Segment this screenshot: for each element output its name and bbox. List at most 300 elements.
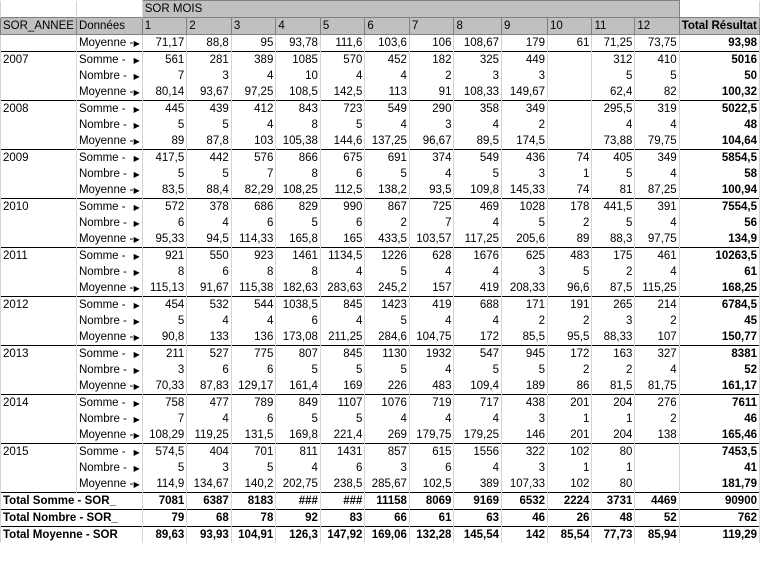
- value-cell: 108,29: [142, 427, 187, 444]
- value-cell: 208,33: [502, 280, 548, 297]
- value-cell: 628: [409, 248, 454, 265]
- data-field-cell[interactable]: [76, 313, 142, 329]
- total-value-cell: 169,06: [365, 527, 410, 544]
- total-value-cell: 11158: [365, 493, 410, 510]
- data-field-cell[interactable]: [76, 378, 142, 395]
- row-total-cell: 6784,5: [679, 297, 759, 314]
- value-cell: 3: [454, 68, 502, 84]
- value-cell: 105,38: [276, 133, 321, 150]
- data-field-cell[interactable]: [76, 411, 142, 427]
- value-cell: 146: [502, 427, 548, 444]
- value-cell: 5: [276, 411, 321, 427]
- expand-arrow-icon[interactable]: ▶: [133, 185, 140, 195]
- value-cell: 574,5: [142, 444, 187, 461]
- expand-arrow-icon[interactable]: ▶: [133, 332, 140, 342]
- value-cell: 5: [142, 166, 187, 182]
- value-cell: 1431: [320, 444, 365, 461]
- grand-total-cell: 90900: [679, 493, 759, 510]
- value-cell: 1461: [276, 248, 321, 265]
- value-cell: 3: [409, 117, 454, 133]
- month-header: 2: [187, 18, 232, 35]
- expand-arrow-icon[interactable]: ▶: [133, 463, 140, 473]
- value-cell: 5: [548, 264, 592, 280]
- data-field-label: Somme -: [78, 445, 126, 458]
- value-cell: 419: [409, 297, 454, 314]
- value-cell: 5: [592, 68, 635, 84]
- value-cell: 1: [592, 411, 635, 427]
- value-cell: 1423: [365, 297, 410, 314]
- value-cell: 88,8: [187, 35, 232, 52]
- value-cell: 4: [187, 313, 232, 329]
- value-cell: 4: [454, 460, 502, 476]
- value-cell: 3: [502, 166, 548, 182]
- expand-arrow-icon[interactable]: ▶: [133, 169, 140, 179]
- value-cell: 182: [409, 52, 454, 69]
- value-cell: 88,4: [187, 182, 232, 199]
- data-field-button[interactable]: Données: [76, 18, 142, 35]
- total-value-cell: 79: [142, 510, 187, 527]
- table-row: [1, 133, 760, 150]
- value-cell: 93,67: [187, 84, 232, 101]
- total-value-cell: 85,94: [635, 527, 679, 544]
- value-cell: 3: [142, 362, 187, 378]
- table-row: [1, 35, 760, 52]
- total-value-cell: 66: [365, 510, 410, 527]
- data-field-cell[interactable]: [76, 231, 142, 248]
- value-cell: 1038,5: [276, 297, 321, 314]
- value-cell: 80: [592, 476, 635, 493]
- value-cell: 157: [409, 280, 454, 297]
- value-cell: 140,2: [231, 476, 276, 493]
- value-cell: 349: [502, 101, 548, 118]
- blank-cell: [1, 427, 77, 444]
- value-cell: [635, 460, 679, 476]
- value-cell: 811: [276, 444, 321, 461]
- expand-arrow-icon[interactable]: ▶: [133, 398, 140, 408]
- value-cell: 2: [592, 362, 635, 378]
- row-total-cell: 50: [679, 68, 759, 84]
- total-value-cell: 4469: [635, 493, 679, 510]
- value-cell: 112,5: [320, 182, 365, 199]
- value-cell: 867: [365, 199, 410, 216]
- value-cell: 4: [276, 460, 321, 476]
- value-cell: 169: [320, 378, 365, 395]
- table-row: [1, 313, 760, 329]
- grand-total-label: Total Moyenne - SOR: [1, 527, 143, 544]
- expand-arrow-icon[interactable]: ▶: [133, 447, 140, 457]
- value-cell: 145,33: [502, 182, 548, 199]
- grand-total-label: Total Nombre - SOR_: [1, 510, 143, 527]
- value-cell: 6: [231, 215, 276, 231]
- data-field-label: Somme -: [78, 102, 126, 115]
- data-field-cell[interactable]: [76, 280, 142, 297]
- value-cell: 5: [454, 362, 502, 378]
- row-total-cell: 8381: [679, 346, 759, 363]
- value-cell: 4: [365, 117, 410, 133]
- value-cell: 161,4: [276, 378, 321, 395]
- value-cell: 719: [409, 395, 454, 412]
- value-cell: 4: [320, 68, 365, 84]
- value-cell: 269: [365, 427, 410, 444]
- row-total-cell: 5022,5: [679, 101, 759, 118]
- data-field-cell[interactable]: [76, 476, 142, 493]
- total-value-cell: 61: [409, 510, 454, 527]
- value-cell: 138: [635, 427, 679, 444]
- value-cell: 174,5: [502, 133, 548, 150]
- row-total-cell: 93,98: [679, 35, 759, 52]
- expand-arrow-icon[interactable]: ▶: [133, 87, 140, 97]
- value-cell: [635, 444, 679, 461]
- value-cell: 7: [142, 411, 187, 427]
- value-cell: 561: [142, 52, 187, 69]
- data-field-cell[interactable]: [76, 182, 142, 199]
- value-cell: 319: [635, 101, 679, 118]
- data-field-label: Nombre -: [78, 265, 127, 278]
- value-cell: [548, 52, 592, 69]
- data-field-cell[interactable]: [76, 35, 142, 52]
- expand-arrow-icon[interactable]: ▶: [133, 202, 140, 212]
- value-cell: 442: [187, 150, 232, 167]
- value-cell: 95,5: [548, 329, 592, 346]
- expand-arrow-icon[interactable]: ▶: [133, 381, 140, 391]
- value-cell: 5: [142, 313, 187, 329]
- value-cell: 214: [635, 297, 679, 314]
- value-cell: 572: [142, 199, 187, 216]
- total-value-cell: 147,92: [320, 527, 365, 544]
- row-total-cell: 46: [679, 411, 759, 427]
- data-field-label: Moyenne -: [78, 183, 134, 196]
- value-cell: [548, 101, 592, 118]
- value-cell: 5: [502, 362, 548, 378]
- value-cell: 81,75: [635, 378, 679, 395]
- data-field-cell[interactable]: [76, 427, 142, 444]
- value-cell: 115,13: [142, 280, 187, 297]
- data-field-cell[interactable]: [76, 101, 142, 118]
- value-cell: 138,2: [365, 182, 410, 199]
- value-cell: 1107: [320, 395, 365, 412]
- value-cell: 179: [502, 35, 548, 52]
- value-cell: 179,25: [454, 427, 502, 444]
- value-cell: 114,9: [142, 476, 187, 493]
- value-cell: 221,4: [320, 427, 365, 444]
- table-row: [1, 427, 760, 444]
- blank-cell: [1, 166, 77, 182]
- header-row-fields: [1, 1, 760, 18]
- total-value-cell: 9169: [454, 493, 502, 510]
- value-cell: [548, 117, 592, 133]
- data-field-cell[interactable]: [76, 52, 142, 69]
- value-cell: 86: [548, 378, 592, 395]
- expand-arrow-icon[interactable]: ▶: [133, 153, 140, 163]
- value-cell: 419: [454, 280, 502, 297]
- blank-cell: [1, 117, 77, 133]
- value-cell: 843: [276, 101, 321, 118]
- data-field-cell[interactable]: [76, 199, 142, 216]
- value-cell: 549: [365, 101, 410, 118]
- value-cell: 70,33: [142, 378, 187, 395]
- value-cell: 102: [548, 444, 592, 461]
- value-cell: 88,3: [592, 231, 635, 248]
- data-field-cell[interactable]: [76, 395, 142, 412]
- value-cell: 10: [276, 68, 321, 84]
- value-cell: 5: [142, 460, 187, 476]
- grand-total-cell: 119,29: [679, 527, 759, 544]
- value-cell: 8: [276, 166, 321, 182]
- data-field-cell[interactable]: [76, 166, 142, 182]
- total-value-cell: 78: [231, 510, 276, 527]
- value-cell: 96,67: [409, 133, 454, 150]
- year-label: 2015: [1, 444, 77, 461]
- value-cell: 5: [365, 313, 410, 329]
- data-field-label: Somme -: [78, 151, 126, 164]
- column-field-button[interactable]: SOR MOIS: [142, 1, 679, 18]
- value-cell: 137,25: [365, 133, 410, 150]
- value-cell: 438: [502, 395, 548, 412]
- data-field-label: Moyenne -: [78, 85, 134, 98]
- table-row: [1, 101, 760, 118]
- expand-arrow-icon[interactable]: ▶: [133, 71, 140, 81]
- value-cell: 102,5: [409, 476, 454, 493]
- total-value-cell: 68: [187, 510, 232, 527]
- value-cell: 990: [320, 199, 365, 216]
- row-total-cell: 7554,5: [679, 199, 759, 216]
- grand-total-row: [1, 527, 760, 544]
- value-cell: 5: [320, 362, 365, 378]
- value-cell: 325: [454, 52, 502, 69]
- value-cell: 4: [409, 362, 454, 378]
- data-field-label: Moyenne -: [78, 379, 134, 392]
- expand-arrow-icon[interactable]: ▶: [133, 479, 140, 489]
- value-cell: 82,29: [231, 182, 276, 199]
- table-row: [1, 378, 760, 395]
- expand-arrow-icon[interactable]: ▶: [133, 283, 140, 293]
- value-cell: 857: [365, 444, 410, 461]
- value-cell: 88,33: [592, 329, 635, 346]
- row-total-cell: 5854,5: [679, 150, 759, 167]
- value-cell: 136: [231, 329, 276, 346]
- month-header: 5: [320, 18, 365, 35]
- data-field-label: Nombre -: [78, 118, 127, 131]
- value-cell: 4: [635, 215, 679, 231]
- value-cell: 94,5: [187, 231, 232, 248]
- data-field-label: Moyenne -: [78, 134, 134, 147]
- value-cell: 108,33: [454, 84, 502, 101]
- row-total-cell: 48: [679, 117, 759, 133]
- value-cell: 358: [454, 101, 502, 118]
- data-field-cell[interactable]: [76, 117, 142, 133]
- table-row: [1, 476, 760, 493]
- value-cell: 845: [320, 346, 365, 363]
- value-cell: 433,5: [365, 231, 410, 248]
- value-cell: 5: [592, 166, 635, 182]
- value-cell: 80,14: [142, 84, 187, 101]
- value-cell: 115,38: [231, 280, 276, 297]
- value-cell: 1: [548, 411, 592, 427]
- table-row: [1, 329, 760, 346]
- expand-arrow-icon[interactable]: ▶: [133, 55, 140, 65]
- value-cell: 211: [142, 346, 187, 363]
- expand-arrow-icon[interactable]: ▶: [133, 251, 140, 261]
- blank-cell: [76, 1, 142, 18]
- value-cell: 284,6: [365, 329, 410, 346]
- expand-arrow-icon[interactable]: ▶: [133, 430, 140, 440]
- data-field-cell[interactable]: [76, 264, 142, 280]
- data-field-label: Moyenne -: [78, 330, 134, 343]
- value-cell: 81: [592, 182, 635, 199]
- table-row: [1, 68, 760, 84]
- grand-total-row: [1, 493, 760, 510]
- value-cell: 245,2: [365, 280, 410, 297]
- value-cell: 5: [276, 362, 321, 378]
- data-field-cell[interactable]: [76, 444, 142, 461]
- expand-arrow-icon[interactable]: ▶: [133, 300, 140, 310]
- value-cell: 265: [592, 297, 635, 314]
- data-field-cell[interactable]: [76, 150, 142, 167]
- data-field-label: Nombre -: [78, 314, 127, 327]
- value-cell: [635, 476, 679, 493]
- table-row: [1, 231, 760, 248]
- data-field-cell[interactable]: [76, 68, 142, 84]
- value-cell: 615: [409, 444, 454, 461]
- table-row: [1, 297, 760, 314]
- data-field-label: Nombre -: [78, 216, 127, 229]
- value-cell: 1134,5: [320, 248, 365, 265]
- data-field-cell[interactable]: [76, 329, 142, 346]
- expand-arrow-icon[interactable]: ▶: [133, 349, 140, 359]
- value-cell: 71,17: [142, 35, 187, 52]
- value-cell: 283,63: [320, 280, 365, 297]
- value-cell: 107,33: [502, 476, 548, 493]
- value-cell: 1226: [365, 248, 410, 265]
- data-field-cell[interactable]: [76, 84, 142, 101]
- expand-arrow-icon[interactable]: ▶: [133, 316, 140, 326]
- value-cell: 129,17: [231, 378, 276, 395]
- value-cell: 477: [187, 395, 232, 412]
- value-cell: 104,75: [409, 329, 454, 346]
- value-cell: 570: [320, 52, 365, 69]
- value-cell: 1130: [365, 346, 410, 363]
- month-header: 12: [635, 18, 679, 35]
- value-cell: 89: [548, 231, 592, 248]
- table-row: [1, 460, 760, 476]
- value-cell: 7: [142, 68, 187, 84]
- value-cell: 281: [187, 52, 232, 69]
- value-cell: 189: [502, 378, 548, 395]
- value-cell: 4: [231, 68, 276, 84]
- value-cell: 6: [320, 460, 365, 476]
- blank-cell: [1, 182, 77, 199]
- value-cell: 483: [409, 378, 454, 395]
- row-total-cell: 104,64: [679, 133, 759, 150]
- value-cell: 133: [187, 329, 232, 346]
- total-value-cell: ###: [320, 493, 365, 510]
- value-cell: [548, 84, 592, 101]
- value-cell: 547: [454, 346, 502, 363]
- value-cell: 295,5: [592, 101, 635, 118]
- data-field-cell[interactable]: [76, 346, 142, 363]
- value-cell: 201: [548, 427, 592, 444]
- data-field-cell[interactable]: [76, 248, 142, 265]
- value-cell: 5: [365, 264, 410, 280]
- value-cell: 109,8: [454, 182, 502, 199]
- month-header: 4: [276, 18, 321, 35]
- year-label: 2010: [1, 199, 77, 216]
- value-cell: 389: [454, 476, 502, 493]
- value-cell: 923: [231, 248, 276, 265]
- data-field-cell[interactable]: [76, 362, 142, 378]
- data-field-cell[interactable]: [76, 215, 142, 231]
- value-cell: 469: [454, 199, 502, 216]
- value-cell: 5: [502, 215, 548, 231]
- header-row-months: [1, 18, 760, 35]
- total-value-cell: 7081: [142, 493, 187, 510]
- value-cell: 410: [635, 52, 679, 69]
- total-value-cell: 8183: [231, 493, 276, 510]
- data-field-cell[interactable]: [76, 460, 142, 476]
- value-cell: 74: [548, 150, 592, 167]
- row-total-cell: 150,77: [679, 329, 759, 346]
- total-value-cell: 6387: [187, 493, 232, 510]
- expand-arrow-icon[interactable]: ▶: [133, 38, 140, 48]
- table-row: [1, 117, 760, 133]
- row-field-button[interactable]: SOR_ANNEE: [1, 18, 77, 35]
- blank-cell: [1, 68, 77, 84]
- value-cell: 4: [320, 264, 365, 280]
- value-cell: 111,6: [320, 35, 365, 52]
- expand-arrow-icon[interactable]: ▶: [133, 104, 140, 114]
- expand-arrow-icon[interactable]: ▶: [133, 218, 140, 228]
- value-cell: 142,5: [320, 84, 365, 101]
- value-cell: 3: [592, 313, 635, 329]
- expand-arrow-icon[interactable]: ▶: [133, 267, 140, 277]
- value-cell: 6: [142, 215, 187, 231]
- value-cell: 312: [592, 52, 635, 69]
- year-label: 2014: [1, 395, 77, 412]
- value-cell: 327: [635, 346, 679, 363]
- expand-arrow-icon[interactable]: ▶: [133, 120, 140, 130]
- expand-arrow-icon[interactable]: ▶: [133, 234, 140, 244]
- data-field-cell[interactable]: [76, 133, 142, 150]
- total-value-cell: ###: [276, 493, 321, 510]
- value-cell: 3: [502, 68, 548, 84]
- blank-cell: [1, 231, 77, 248]
- expand-arrow-icon[interactable]: ▶: [133, 365, 140, 375]
- value-cell: 115,25: [635, 280, 679, 297]
- total-value-cell: 2224: [548, 493, 592, 510]
- expand-arrow-icon[interactable]: ▶: [133, 414, 140, 424]
- value-cell: 452: [365, 52, 410, 69]
- value-cell: 173,08: [276, 329, 321, 346]
- value-cell: 2: [365, 215, 410, 231]
- value-cell: 3: [187, 460, 232, 476]
- value-cell: 675: [320, 150, 365, 167]
- value-cell: 322: [502, 444, 548, 461]
- value-cell: 6: [320, 166, 365, 182]
- row-total-cell: 161,17: [679, 378, 759, 395]
- value-cell: 5: [276, 215, 321, 231]
- expand-arrow-icon[interactable]: ▶: [133, 136, 140, 146]
- value-cell: 2: [548, 362, 592, 378]
- value-cell: 550: [187, 248, 232, 265]
- blank-cell: [1, 411, 77, 427]
- data-field-cell[interactable]: [76, 297, 142, 314]
- value-cell: 686: [231, 199, 276, 216]
- value-cell: 405: [592, 150, 635, 167]
- total-value-cell: 46: [502, 510, 548, 527]
- blank-cell: [679, 1, 759, 18]
- value-cell: 4: [635, 362, 679, 378]
- value-cell: 8: [231, 264, 276, 280]
